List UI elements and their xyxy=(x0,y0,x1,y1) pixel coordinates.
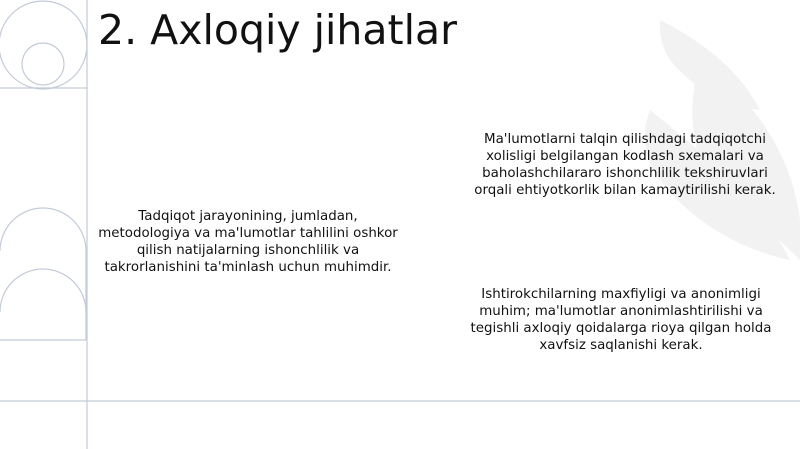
slide-title: 2. Axloqiy jihatlar xyxy=(98,6,457,54)
paragraph-confidentiality: Ishtirokchilarning maxfiyligi va anonimligi muhim; ma'lumotlar anonimlashtirilishi va tegishli axloqiy qoidalarga rioya qilgan holda xavfsiz saqlanishi kerak. xyxy=(470,287,772,353)
paragraph-transparency: Tadqiqot jarayonining, jumladan, metodologiya va ma'lumotlar tahlilini oshkor qilish natijalarning ishonchlilik va takrorlanishini ta'minlash uchun muhimdir. xyxy=(98,209,398,275)
paragraph-researcher-bias: Ma'lumotlarni talqin qilishdagi tadqiqotchi xolisligi belgilangan kodlash sxemalari va baholashchilararo ishonchlilik tekshiruvlari orqali ehtiyotkorlik bilan kamaytirilishi kerak. xyxy=(474,132,776,198)
